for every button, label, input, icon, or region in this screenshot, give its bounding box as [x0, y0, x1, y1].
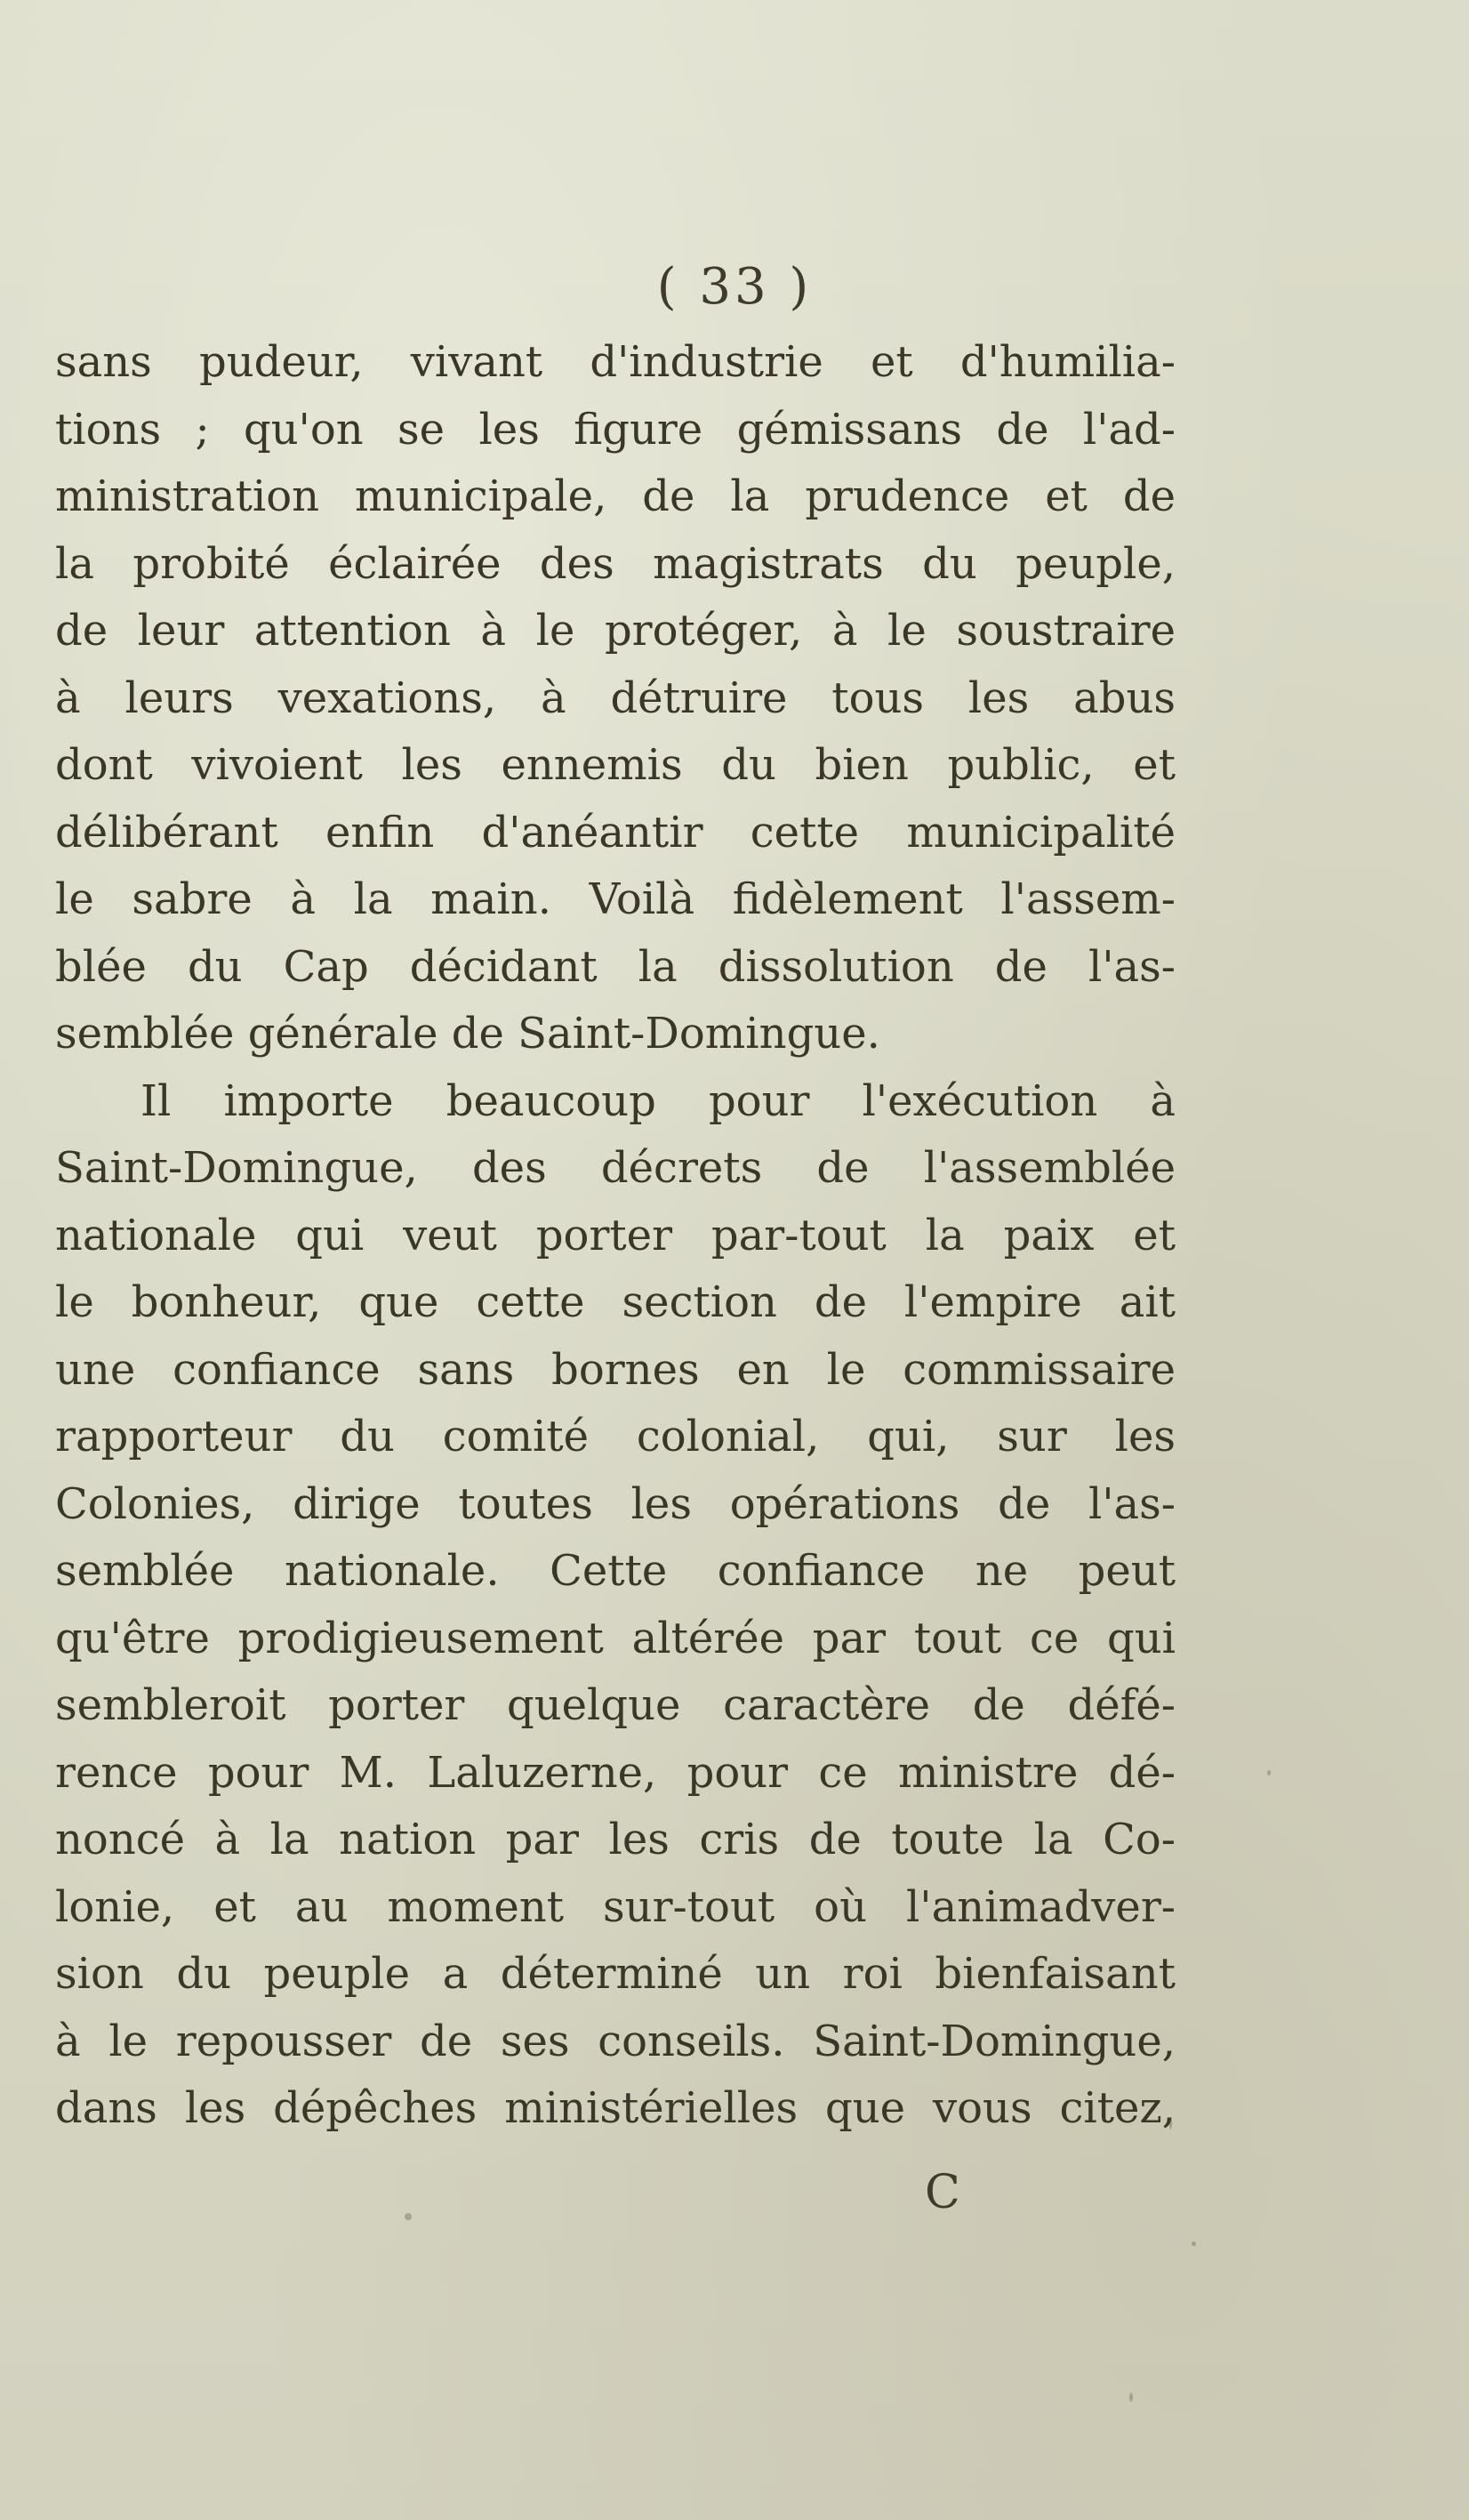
text-line: dont vivoient les ennemis du bien public, et: [55, 740, 1176, 790]
text-line: noncé à la nation par les cris de toute la Co-: [55, 1815, 1176, 1864]
paper-speck: [1169, 2117, 1172, 2130]
text-line: semblée générale de Saint-Domingue.: [55, 1009, 880, 1059]
text-line: ministration municipale, de la prudence et de: [55, 471, 1176, 521]
paper-speck: [1129, 2393, 1133, 2402]
text-line: à le repousser de ses conseils. Saint-Domingue,: [55, 2016, 1176, 2066]
paper-speck: [1192, 2242, 1196, 2246]
text-line: semblée nationale. Cette confiance ne peut: [55, 1546, 1176, 1596]
text-line: sembleroit porter quelque caractère de défé-: [55, 1680, 1176, 1730]
text-line: tions ; qu'on se les figure gémissans de l'ad-: [55, 404, 1176, 455]
text-line: à leurs vexations, à détruire tous les abus: [55, 672, 1176, 723]
text-line: qu'être prodigieusement altérée par tout ce qui: [55, 1613, 1176, 1663]
paper-speck: [1267, 1770, 1271, 1775]
text-line: délibérant enfin d'anéantir cette municipalité: [55, 807, 1176, 857]
text-line: le bonheur, que cette section de l'empire ait: [55, 1277, 1176, 1327]
text-line: Colonies, dirige toutes les opérations de l'as-: [55, 1478, 1176, 1529]
text-line: rapporteur du comité colonial, qui, sur les: [55, 1412, 1176, 1461]
text-line: Saint-Domingue, des décrets de l'assemblée: [55, 1143, 1176, 1193]
text-line: Il importe beaucoup pour l'exécution à: [140, 1075, 1176, 1126]
signature-mark: C: [925, 2166, 960, 2219]
text-line: rence pour M. Laluzerne, pour ce ministre dé-: [55, 1747, 1176, 1798]
text-line: le sabre à la main. Voilà fidèlement l'assem-: [55, 874, 1176, 924]
text-line: sion du peuple a déterminé un roi bienfaisant: [55, 1949, 1176, 1999]
text-line: la probité éclairée des magistrats du peuple,: [55, 538, 1176, 589]
text-line: une confiance sans bornes en le commissaire: [55, 1344, 1176, 1395]
paper-speck: [405, 2213, 412, 2220]
text-line: nationale qui veut porter par-tout la paix et: [55, 1210, 1176, 1260]
text-line: lonie, et au moment sur-tout où l'animadver-: [55, 1881, 1176, 1932]
body-text: [55, 329, 1176, 2143]
text-line: sans pudeur, vivant d'industrie et d'humilia-: [55, 337, 1176, 387]
text-line: de leur attention à le protéger, à le soustraire: [55, 606, 1176, 656]
text-line: dans les dépêches ministérielles que vous citez,: [55, 2083, 1176, 2133]
page-number: ( 33 ): [656, 258, 813, 316]
text-line: blée du Cap décidant la dissolution de l'as-: [55, 941, 1176, 992]
